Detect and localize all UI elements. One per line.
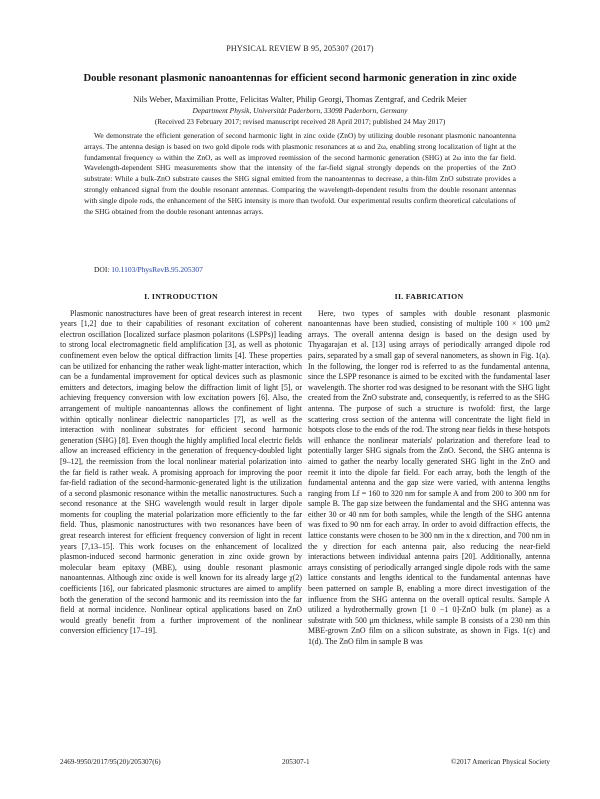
fabrication-paragraph: Here, two types of samples with double resonant plasmonic nanoantennas have been studied, consisting of multiple 100 × 100 μm2 arrays. The overall antenna design is based on the design used by Thyagarajan et al. [13] using arrays of periodically arranged dipole rod pairs, separated by a small gap of several nanometers, as shown in Fig. 1(a). In the following, the longer rod is referred to as the fundamental antenna, since the LSPP resonance is aimed to be excited with the fundamental laser wavelength. The shorter rod was designed to be resonant with the SHG light created from the ZnO substrate and, consequently, is referred to as the SHG antenna. The purpose of such a structure is twofold: first, the large scattering cross section of the antenna will concentrate the light field in hotspots close to the ends of the rod. The strong near fields in these hotspots will enhance the nonlinear materials' polarization and therefore lead to potentially larger SHG signals from the ZnO. Second, the SHG antenna is aimed to gather the nearby locally generated SHG light in the ZnO and reemit it into the dipole far field. For each array, both the length of the fundamental antenna and the gap size were varied, with antenna lengths ranging from Lf = 160 to 320 nm for sample A and from 200 to 300 nm for sample B. The gap size between the fundamental and the SHG antenna was either 30 or 40 nm for both samples, while the length of the SHG antenna was fixed to 90 nm for each array. In order to avoid diffraction effects, the lattice constants were chosen to be 300 nm in the x direction, and 700 nm in the y direction for each antenna pair, also reducing the near-field interactions between individual antenna pairs [20]. Additionally, antenna arrays consisting of periodically arranged single dipole rods with the same lattice constants and lengths identical to the fundamental antennas have been patterned on sample B, enabling a more direct investigation of the influence from the SHG antenna on the overall optical results. Sample A utilized a hydrothermally grown [1 0 −1 0]-ZnO bulk (m plane) as a substrate with 500 μm thickness, while sample B consists of a 230 nm thin MBE-grown ZnO film on a silicon substrate, as shown in Figs. 1(c) and 1(d). The ZnO film in sample B was — [308, 308, 550, 646]
journal-header: PHYSICAL REVIEW B 95, 205307 (2017) — [226, 44, 374, 53]
doi-link[interactable]: 10.1103/PhysRevB.95.205307 — [111, 265, 203, 274]
footer-copyright: ©2017 American Physical Society — [450, 758, 550, 766]
footer-page-number: 205307-1 — [282, 758, 310, 766]
left-column — [60, 292, 302, 637]
article-title: Double resonant plasmonic nanoantennas for efficient second harmonic generation in zinc oxide — [83, 73, 517, 84]
doi-label: DOI: — [94, 265, 112, 274]
page-footer — [60, 758, 550, 768]
author-list: Nils Weber, Maximilian Protte, Felicitas Walter, Philip Georgi, Thomas Zentgraf, and Cedrik Meier — [133, 95, 467, 104]
section-heading-introduction: I. INTRODUCTION — [144, 292, 218, 301]
abstract: We demonstrate the efficient generation of second harmonic light in zinc oxide (ZnO) by utilizing double resonant plasmonic nanoantenna arrays. The antenna design is based on two gold dipole rods with plasmonic resonances at ω and 2ω, enabling strong localization of light at the fundamental frequency ω within the ZnO, as well as improved reemission of the second harmonic generation (SHG) at 2ω into the far field. Wavelength-dependent SHG measurements show that the intensity of the far-field signal strongly depends on the properties of the ZnO substrate: While a bulk-ZnO substrate causes the SHG signal emitted from the nanoantennas to decrease, a thin-film ZnO substrate provides a strongly enhanced signal from the double resonant antennas. Comparing the wavelength-dependent results from the double resonant antennas with single dipole rods, the enhancement of the SHG intensity is more than twofold. Our experimental results confirm theoretical calculations of the SHG obtained from the double resonant antennas arrays. — [84, 131, 516, 216]
footer-issn: 2469-9950/2017/95(20)/205307(6) — [60, 758, 161, 766]
doi-line — [94, 265, 203, 275]
introduction-paragraph: Plasmonic nanostructures have been of great research interest in recent years [1,2] due to their capabilities of resonant excitation of coherent electron oscillation [localized surface plasmon polaritons (LSPPs)] leading to strong local electromagnetic field amplification [3], as well as photonic confinement even below the optical diffraction limits [4]. These properties can be utilized for enhancing the rather weak light-matter interaction, which can be a fundamental improvement for optical devices such as plasmonic emitters and detectors, imaging below the diffraction limit of light [5], or achieving frequency conversion with low excitation powers [6]. Also, the arrangement of multiple nanoantennas allows the confinement of light within optically nonlinear dielectric nanoparticles [7], as well as the interaction with nonlinear substrates for efficient second harmonic generation (SHG) [8]. Even though the highly amplified local electric fields allow an increased efficiency in the generation of frequency-doubled light [9–12], the reemission from the local nonlinear material polarization into the far field is rather weak. A promising approach for improving the poor far-field radiation of the second-harmonic-generated light is the utilization of a second plasmonic resonance within the metallic nanostructures. Such a second resonance at the SHG wavelength would result in larger dipole moments for coupling the material polarization more efficiently to the far field. Thus, plasmonic nanostructures with two resonances have been of great research interest for efficient frequency conversion of light in recent years [7,13–15]. This work focuses on the enhancement of localized plasmon-induced second harmonic generation in zinc oxide grown by molecular beam epitaxy (MBE), using double resonant plasmonic nanoantennas. Although zinc oxide is well known for its already large χ(2) coefficients [16], our fabricated plasmonic structures are aimed to amplify both the generation of the second harmonic and its reemission into the far field at normal incidence. Nonlinear optical applications based on ZnO would greatly benefit from a further improvement of the nonlinear conversion efficiency [17–19]. — [60, 308, 302, 636]
section-heading-fabrication: II. FABRICATION — [394, 292, 464, 301]
affiliation: Department Physik, Universität Paderborn, 33098 Paderborn, Germany — [192, 106, 408, 115]
right-column — [308, 292, 550, 648]
received-dates: (Received 23 February 2017; revised manuscript received 28 April 2017; published 24 May 2017) — [154, 117, 446, 126]
